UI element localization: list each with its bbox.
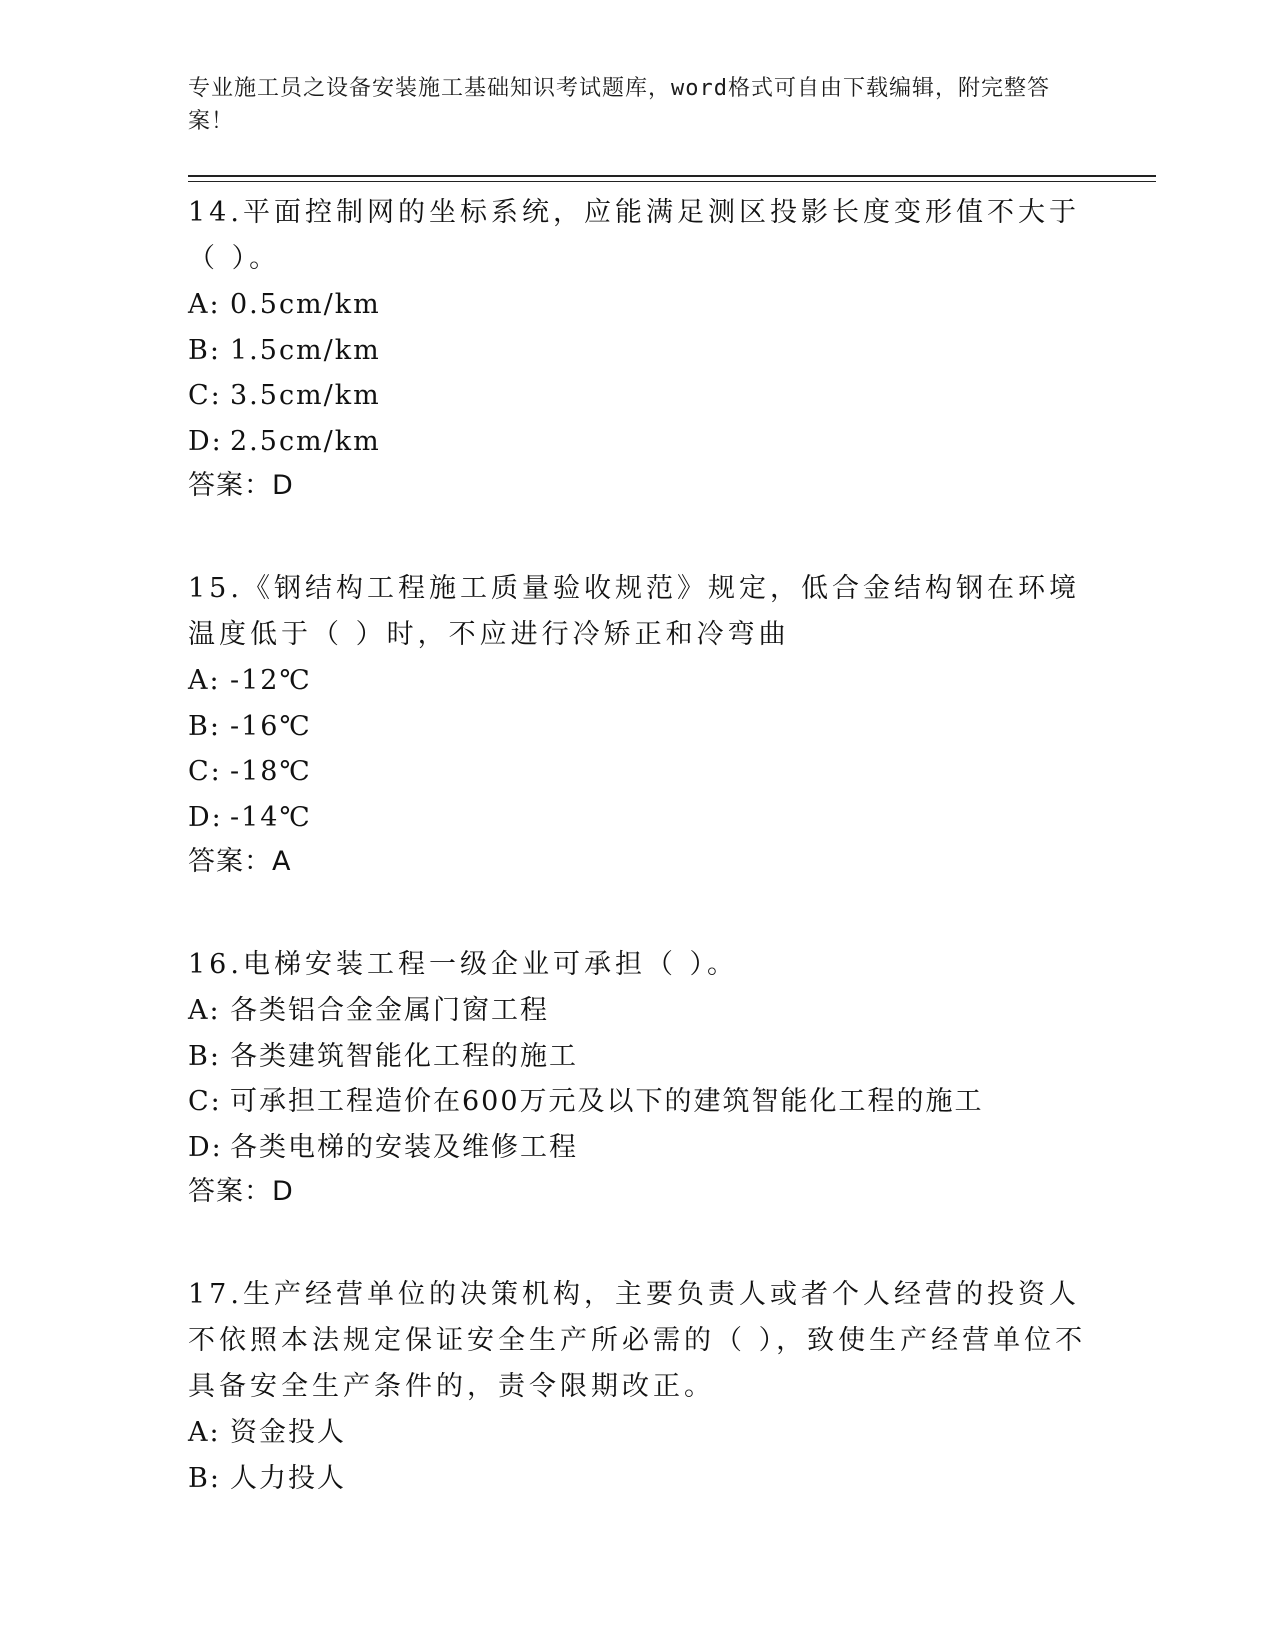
- option-b: [188, 704, 1088, 750]
- header-divider-thick: [188, 175, 1156, 177]
- option-key: A:: [188, 289, 221, 320]
- option-d: [188, 795, 1088, 841]
- question-stem: 16.电梯安装工程一级企业可承担（ ）。: [188, 949, 739, 980]
- option-c: [188, 373, 1088, 419]
- option-text: 资金投人: [230, 1417, 346, 1448]
- answer-label: 答案：A: [188, 846, 292, 877]
- option-text: 各类电梯的安装及维修工程: [230, 1131, 578, 1163]
- option-key: B:: [188, 1462, 221, 1494]
- option-text: 各类建筑智能化工程的施工: [230, 1040, 578, 1072]
- option-text: 可承担工程造价在600万元及以下的建筑智能化工程的施工: [230, 1086, 984, 1117]
- option-text: 各类铝合金金属门窗工程: [230, 995, 549, 1026]
- header-divider-thin: [188, 181, 1156, 182]
- question-15: [188, 566, 1088, 884]
- question-list: [188, 190, 1088, 1501]
- option-key: C:: [188, 380, 222, 411]
- question-stem: 15.《钢结构工程施工质量验收规范》规定，低合金结构钢在环境温度低于（ ）时，不应进行冷矫正和冷弯曲: [188, 573, 1080, 650]
- answer-label: 答案：D: [188, 1176, 294, 1207]
- option-key: D:: [188, 425, 223, 457]
- option-key: A:: [188, 665, 221, 696]
- document-header: 专业施工员之设备安装施工基础知识考试题库，word格式可自由下载编辑，附完整答案！: [188, 76, 1050, 134]
- option-text: 2.5cm/km: [230, 425, 381, 457]
- option-key: B:: [188, 1040, 221, 1072]
- question-16: [188, 942, 1088, 1214]
- option-key: D:: [188, 1131, 223, 1163]
- option-b: [188, 1456, 1088, 1502]
- question-spacer: [188, 508, 1088, 566]
- question-stem: 17.生产经营单位的决策机构，主要负责人或者个人经营的投资人不依照本法规定保证安全生产所必需的（ ），致使生产经营单位不具备安全生产条件的，责令限期改正。: [188, 1279, 1087, 1402]
- option-text: -16℃: [230, 710, 312, 742]
- option-b: [188, 1034, 1088, 1080]
- option-text: 人力投人: [230, 1462, 346, 1494]
- option-a: [188, 658, 1088, 704]
- option-key: D:: [188, 801, 223, 833]
- option-key: A:: [188, 995, 221, 1026]
- option-key: B:: [188, 710, 221, 742]
- option-c: [188, 1079, 1088, 1125]
- option-key: C:: [188, 756, 222, 787]
- option-b: [188, 328, 1088, 374]
- option-key: C:: [188, 1086, 222, 1117]
- question-spacer: [188, 1214, 1088, 1272]
- question-spacer: [188, 884, 1088, 942]
- option-text: 0.5cm/km: [230, 289, 381, 320]
- option-text: 3.5cm/km: [230, 380, 381, 411]
- option-text: -12℃: [230, 665, 312, 696]
- option-a: [188, 988, 1088, 1034]
- answer-label: 答案：D: [188, 470, 294, 501]
- option-key: B:: [188, 334, 221, 366]
- option-a: [188, 282, 1088, 328]
- option-text: -14℃: [230, 801, 312, 833]
- option-d: [188, 1125, 1088, 1171]
- option-c: [188, 749, 1088, 795]
- question-14: [188, 190, 1088, 508]
- option-key: A:: [188, 1417, 221, 1448]
- question-17: [188, 1272, 1088, 1501]
- option-text: 1.5cm/km: [230, 334, 381, 366]
- question-stem: 14.平面控制网的坐标系统，应能满足测区投影长度变形值不大于（ ）。: [188, 197, 1080, 274]
- option-a: [188, 1410, 1088, 1456]
- option-text: -18℃: [230, 756, 312, 787]
- option-d: [188, 419, 1088, 465]
